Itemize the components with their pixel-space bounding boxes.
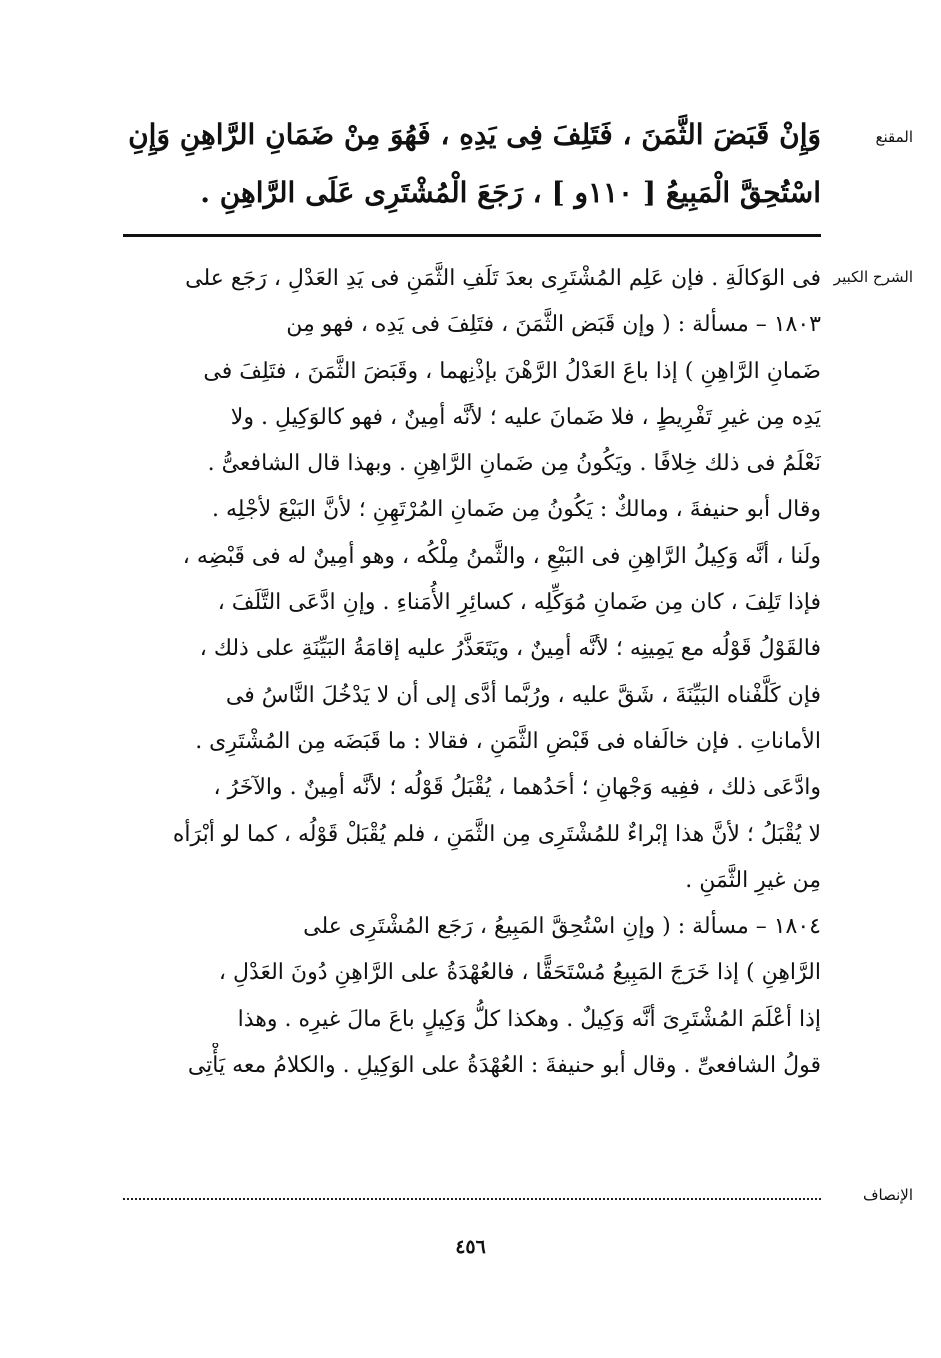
sharh-line: الأماناتِ . فإن خالَفاه فى قَبْضِ الثَّمَنِ ، فقالا : ما قَبَضَه مِن المُشْتَرِى . [195, 728, 821, 754]
sharh-line: وقال أبو حنيفةَ ، ومالكٌ : يَكُونُ مِن ضَمانِ المُرْتَهِنِ ؛ لأنَّ البَيْعَ لأجْلِه . [212, 497, 821, 523]
sharh-line: فى الوَكالَةِ . فإن عَلِم المُشْتَرِى بعدَ تَلَفِ الثَّمَنِ فى يَدِ العَدْلِ ، رَجَع على [185, 266, 821, 291]
sharh-line: فالقَوْلُ قَوْلُه مع يَمِينِه ؛ لأنَّه أمِينٌ ، ويَتَعَذَّرُ عليه إقامَةُ البَيِّنَةِ على ذلك ، [199, 636, 821, 662]
sharh-line: ضَمانِ الرَّاهِنِ ) إذا باعَ العَدْلُ الرَّهْنَ بإذْنِهما ، وقَبَضَ الثَّمَنَ ، فتَلِفَ فى [203, 358, 821, 384]
muqni-text [117, 106, 821, 222]
sharh-line: قولُ الشافعىِّ . وقال أبو حنيفةَ : العُهْدَةُ على الوَكِيلِ . والكلامُ معه يَأْتِى [187, 1053, 821, 1079]
sharh-line: ١٨٠٣ – مسألة : ( وإن قَبَض الثَّمَنَ ، فتَلِفَ فى يَدِه ، فهو مِن [286, 312, 821, 338]
sharh-line: فإن كَلَّفْناه البَيِّنَةَ ، شَقَّ عليه ، ورُبَّما أدَّى إلى أن لا يَدْخُلَ النَّاسُ فى [225, 682, 821, 708]
sharh-line: يَدِه مِن غيرِ تَفْرِيطٍ ، فلا ضَمانَ عليه ؛ لأنَّه أمِينٌ ، فهو كالوَكِيلِ . ولا [230, 404, 821, 430]
page-number: ٤٥٦ [455, 1236, 486, 1258]
insaf-dotted-line [123, 1198, 821, 1210]
label-insaf: الإنصاف [862, 1186, 913, 1204]
label-sharh: الشرح الكبير [833, 268, 913, 286]
sharh-line: لا يُقْبَلُ ؛ لأنَّ هذا إبْراءٌ للمُشْتَرِى مِن الثَّمَنِ ، فلم يُقْبَلْ قَوْلُه ، كما لو أبْرَأه [172, 821, 821, 847]
muqni-line: وَإِنْ قَبَضَ الثَّمَنَ ، فَتَلِفَ فِى يَدِهِ ، فَهُوَ مِنْ ضَمَانِ الرَّاهِنِ وَإِنِ [128, 118, 821, 151]
sharh-line: مِن غيرِ الثَّمَنِ . [685, 867, 821, 893]
sharh-line: فإذا تَلِفَ ، كان مِن ضَمانِ مُوَكِّلِه ، كسائِرِ الأُمَناءِ . وإنِ ادَّعَى التَّلَفَ ، [217, 590, 821, 616]
sharh-line: الرَّاهِنِ ) إذا خَرَجَ المَبِيعُ مُسْتَحَقًّا ، فالعُهْدَةُ على الرَّاهِنِ دُونَ العَدْلِ ، [218, 960, 821, 986]
sharh-line: نَعْلَمُ فى ذلك خِلافًا . ويَكُونُ مِن ضَمانِ الرَّاهِنِ . وبهذا قال الشافعىُّ . [207, 451, 821, 477]
sharh-line: وادَّعَى ذلك ، ففِيه وَجْهانِ ؛ أحَدُهما ، يُقْبَلُ قَوْلُه ؛ لأنَّه أمِينٌ . والآخَرُ ، [213, 775, 821, 801]
muqni-line: اسْتُحِقَّ الْمَبِيعُ [ ١١٠و ] ، رَجَعَ الْمُشْتَرِى عَلَى الرَّاهِنِ . [200, 176, 821, 209]
label-muqni: المقنع [875, 128, 913, 146]
section-divider [123, 234, 821, 237]
sharh-line: إذا أعْلَمَ المُشْتَرِىَ أنَّه وَكِيلٌ . وهكذا كلُّ وَكِيلٍ باعَ مالَ غيرِه . وهذا [237, 1006, 821, 1032]
sharh-line: ١٨٠٤ – مسألة : ( وإنِ اسْتُحِقَّ المَبِيعُ ، رَجَع المُشْتَرِى على [303, 914, 821, 940]
sharh-line: ولَنا ، أنَّه وَكِيلُ الرَّاهِنِ فى البَيْعِ ، والثَّمنُ مِلْكُه ، وهو أمِينٌ له فى قَبْضِه ، [182, 543, 821, 569]
sharh-text [117, 256, 821, 1089]
